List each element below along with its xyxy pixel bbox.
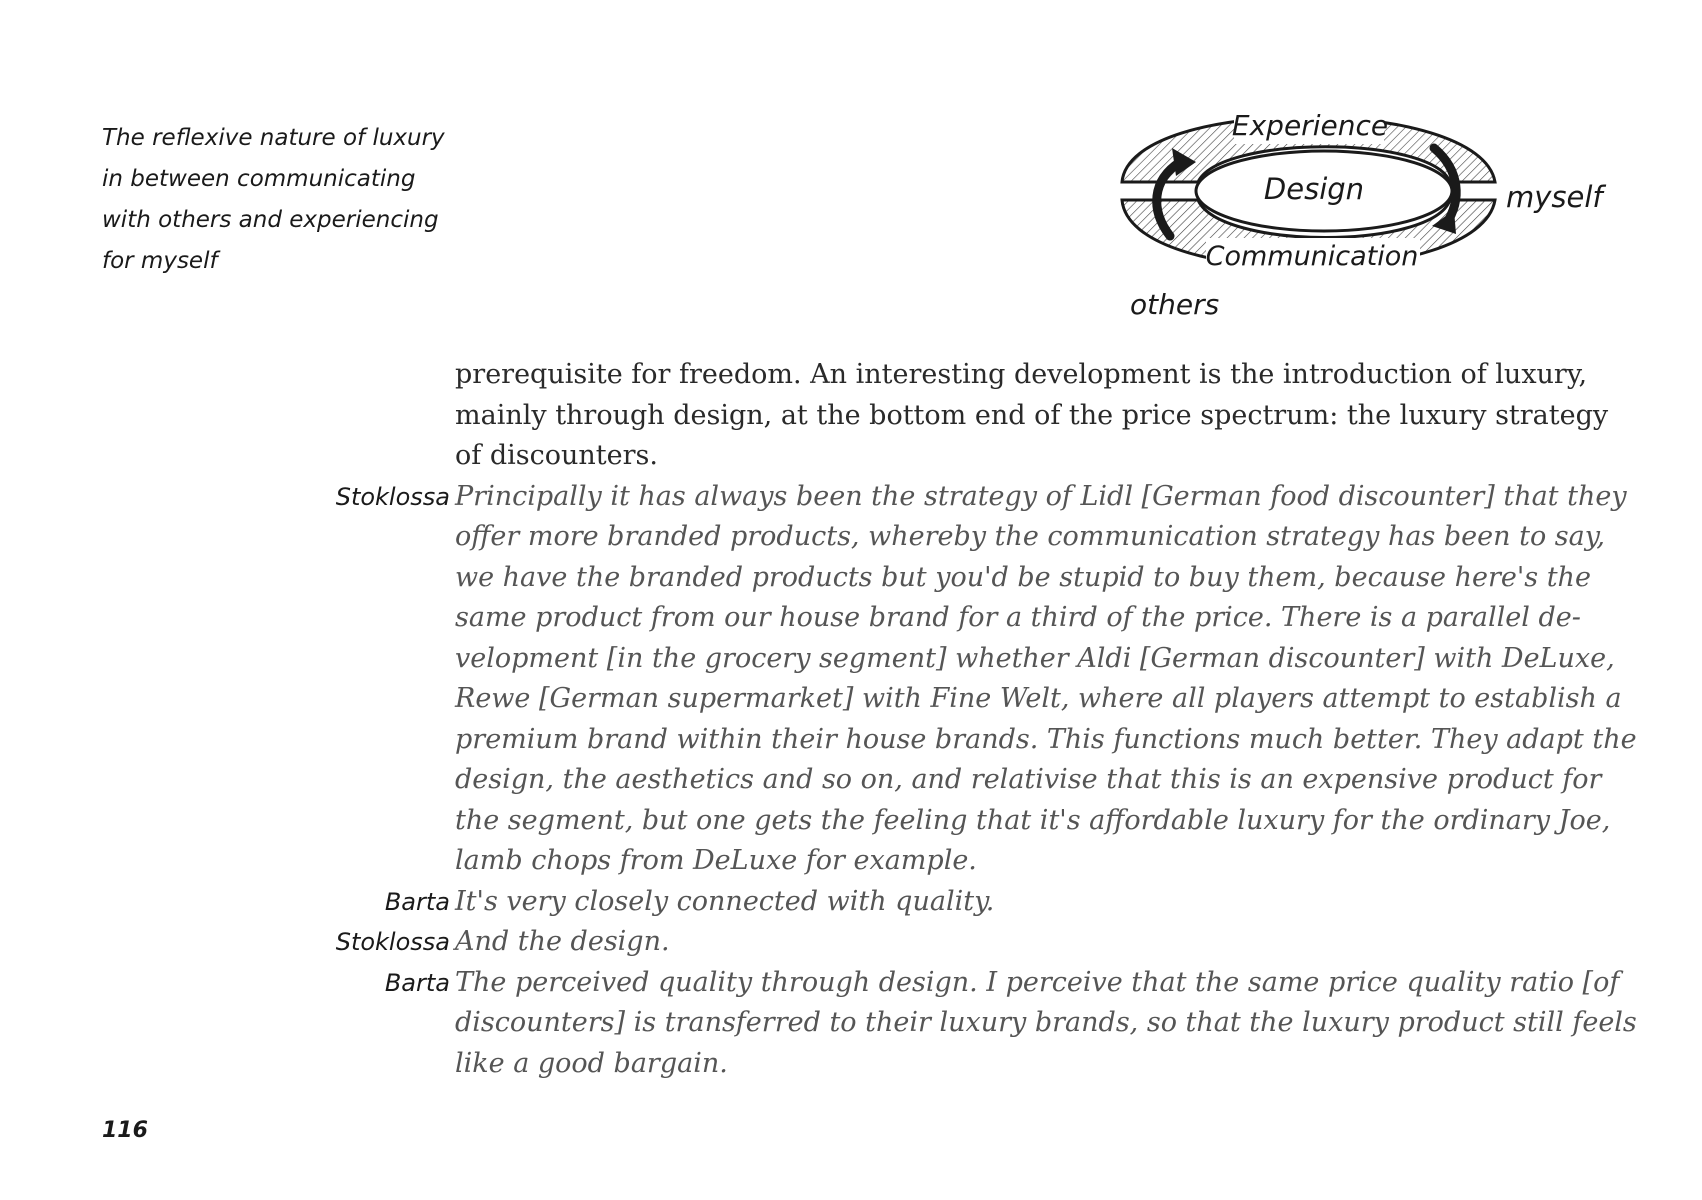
- speech-line: premium brand within their house brands. This functions much better. They adapt the: [455, 723, 1637, 755]
- speech-text: [455, 477, 1637, 882]
- speaker-name: Barta: [384, 887, 450, 916]
- speech-line: offer more branded products, whereby the communication strategy has been to say,: [455, 521, 1605, 552]
- speech-line: velopment [in the grocery segment] whether Aldi [German discounter] with DeLuxe,: [455, 642, 1615, 674]
- caption-line: in between communicating: [102, 166, 416, 192]
- speech-line: Principally it has always been the strategy of Lidl [German food discounter] that they: [455, 480, 1627, 512]
- speech-line: lamb chops from DeLuxe for example.: [455, 845, 977, 876]
- speech-line: And the design.: [455, 926, 670, 957]
- speech-line: Rewe [German supermarket] with Fine Welt, where all players attempt to establish a: [455, 683, 1622, 714]
- speech-text: [455, 922, 1615, 963]
- speech-line: like a good bargain.: [455, 1047, 728, 1079]
- intro-paragraph: [455, 355, 1615, 477]
- speech-line: discounters] is transferred to their luxury brands, so that the luxury product still feels: [455, 1007, 1637, 1038]
- speaker-name: Stoklossa: [335, 928, 450, 956]
- diagram-label-communication: Communication: [1205, 241, 1419, 272]
- caption-line: with others and experiencing: [102, 207, 439, 233]
- caption-line: for myself: [102, 248, 218, 274]
- speech-line: same product from our house brand for a third of the price. There is a parallel de-: [455, 602, 1581, 633]
- diagram-label-others: others: [1130, 288, 1220, 321]
- speech-text: [455, 963, 1637, 1085]
- intro-line: mainly through design, at the bottom end of the price spectrum: the luxury strategy: [455, 399, 1609, 431]
- diagram-label-myself: myself: [1506, 180, 1603, 214]
- figure-caption: [102, 118, 462, 282]
- page-number: 116: [102, 1118, 148, 1143]
- speaker-name: Barta: [384, 968, 450, 997]
- speech-line: the segment, but one gets the feeling that it's affordable luxury for the ordinary Joe,: [455, 804, 1611, 836]
- dialogue-turn: [335, 477, 1637, 882]
- speech-line: we have the branded products but you'd be stupid to buy them, because here's the: [455, 561, 1591, 593]
- speech-line: design, the aesthetics and so on, and relativise that this is an expensive product for: [455, 764, 1602, 795]
- speech-text: [455, 882, 1615, 923]
- speaker-name: Stoklossa: [335, 482, 450, 511]
- diagram-label-design: Design: [1263, 172, 1365, 206]
- dialogue-turn: [335, 922, 1615, 963]
- reflexive-luxury-diagram: [1110, 100, 1630, 330]
- speech-line: It's very closely connected with quality.: [455, 885, 995, 917]
- intro-line: of discounters.: [455, 440, 658, 471]
- dialogue-turn: [384, 882, 1615, 923]
- diagram-label-experience: Experience: [1231, 109, 1389, 142]
- caption-line: The reflexive nature of luxury: [102, 125, 445, 151]
- intro-line: prerequisite for freedom. An interesting development is the introduction of luxury,: [455, 359, 1588, 390]
- speech-line: The perceived quality through design. I perceive that the same price quality ratio [of: [455, 966, 1620, 998]
- body-text: [335, 355, 1637, 1084]
- dialogue-turn: [384, 963, 1637, 1085]
